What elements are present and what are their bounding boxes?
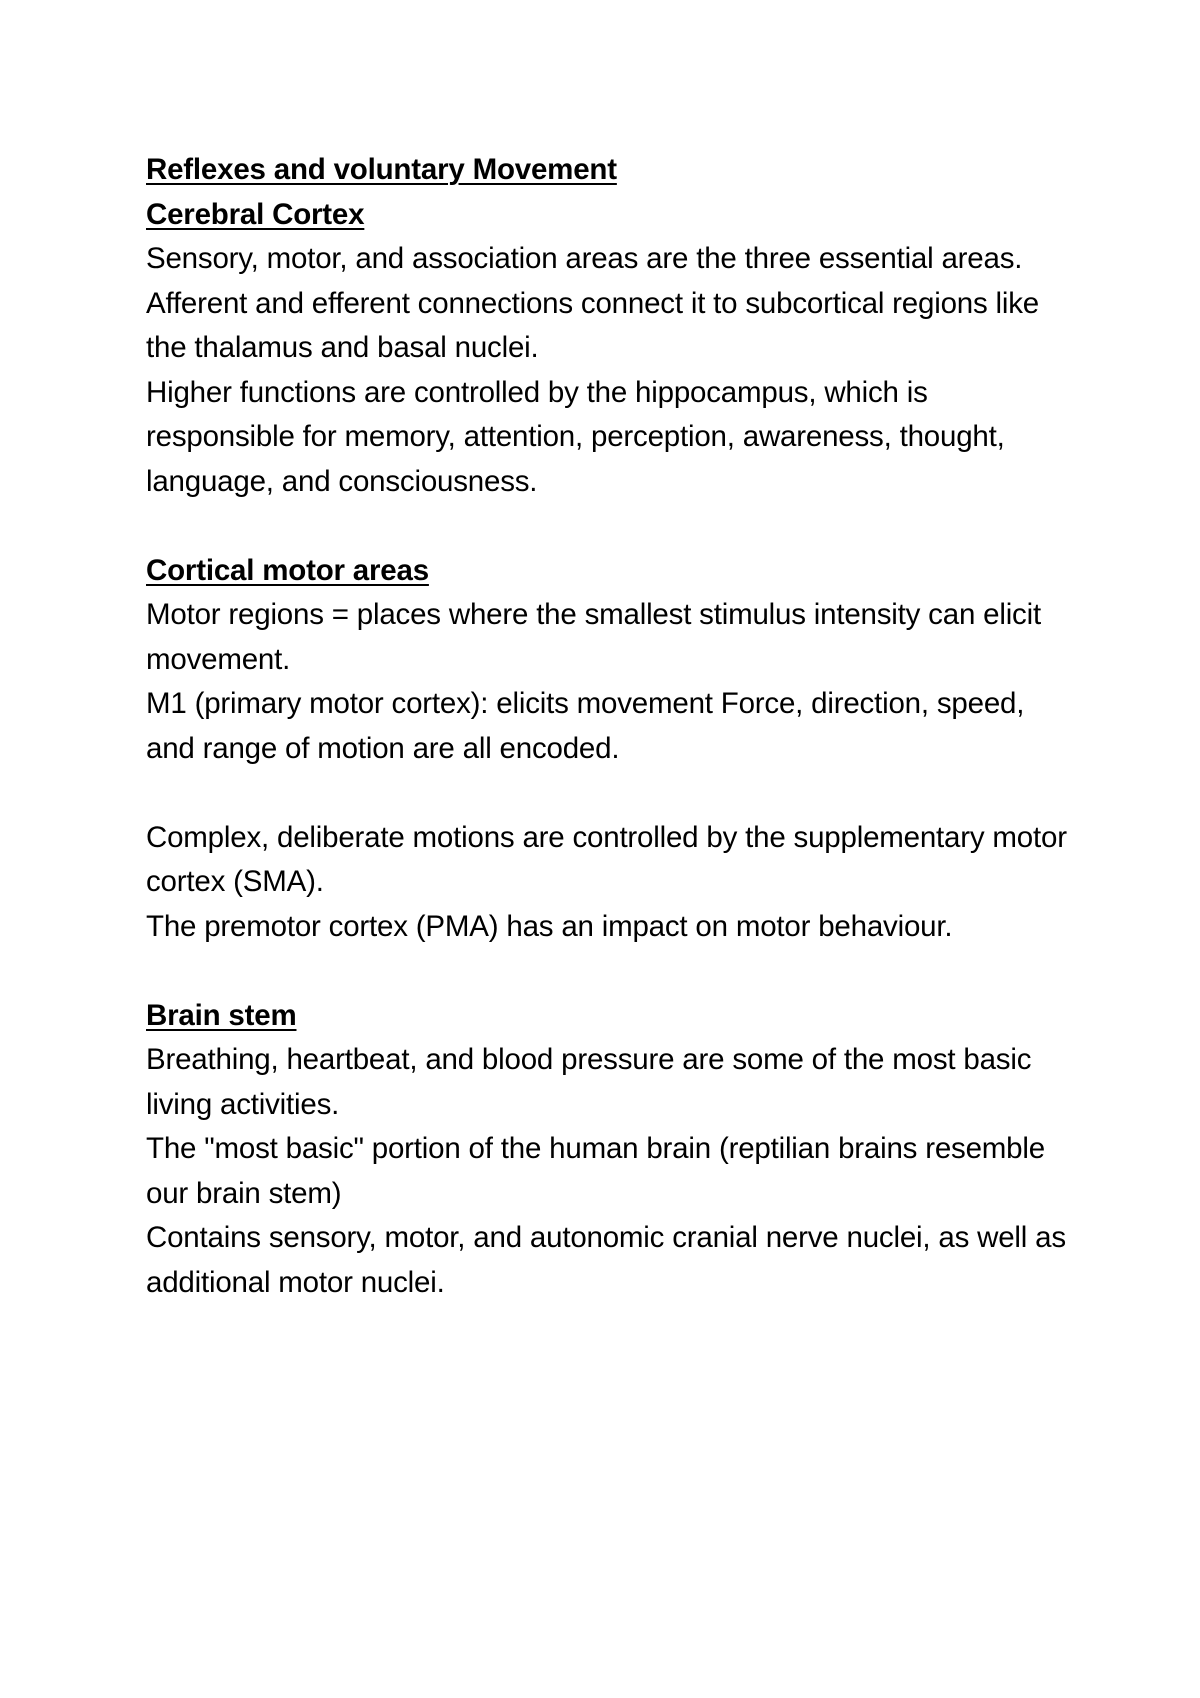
blank-line [146,949,1076,994]
paragraph: Afferent and efferent connections connect it to subcortical regions like the thalamus and basal nuclei. [146,286,1039,364]
paragraph: Breathing, heartbeat, and blood pressure are some of the most basic living activities. [146,1043,1032,1121]
paragraph: Higher functions are controlled by the hippocampus, which is responsible for memory, attention, perception, awareness, thought, language, and consciousness. [146,375,1005,498]
section-heading-cortical-motor-areas: Cortical motor areas [146,553,429,587]
document-title: Reflexes and voluntary Movement [146,153,617,186]
paragraph: Complex, deliberate motions are controlled by the supplementary motor cortex (SMA). [146,820,1067,898]
paragraph: Sensory, motor, and association areas are the three essential areas. [146,242,1023,275]
blank-line [146,771,1076,816]
paragraph: M1 (primary motor cortex): elicits movement Force, direction, speed, and range of motion are all encoded. [146,687,1025,765]
paragraph: The "most basic" portion of the human brain (reptilian brains resemble our brain stem) [146,1132,1045,1210]
document-body [146,148,1076,1305]
section-heading-cerebral-cortex: Cerebral Cortex [146,197,365,231]
paragraph: The premotor cortex (PMA) has an impact on motor behaviour. [146,909,953,943]
paragraph: Motor regions = places where the smallest stimulus intensity can elicit movement. [146,598,1041,676]
section-heading-brain-stem: Brain stem [146,998,297,1032]
blank-line [146,504,1076,549]
paragraph: Contains sensory, motor, and autonomic cranial nerve nuclei, as well as additional motor nuclei. [146,1221,1066,1299]
